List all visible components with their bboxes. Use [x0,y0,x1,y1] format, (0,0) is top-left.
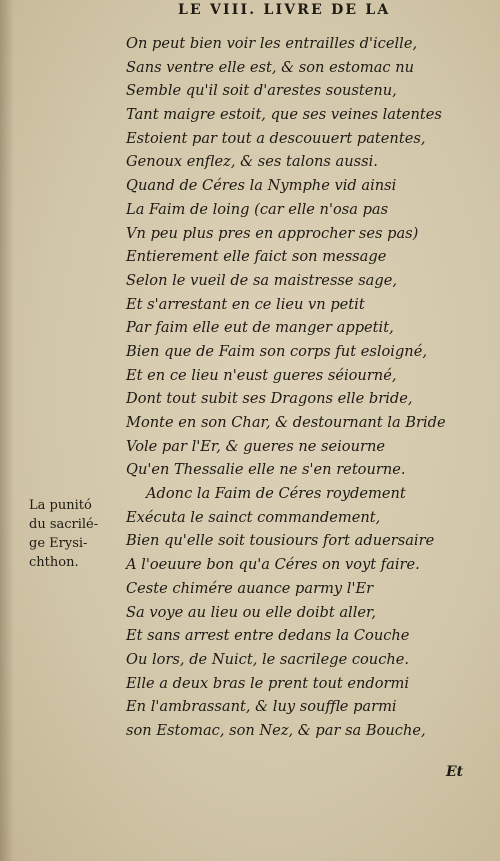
verse-line: son Estomac, son Nez, & par sa Bouche, [126,721,426,739]
verse-line: Sans ventre elle est, & son estomac nu [126,58,415,76]
verse-line: Selon le vueil de sa maistresse sage, [126,271,398,289]
verse-line: Elle a deux bras le prent tout endormi [126,674,409,692]
verse-line: Qu'en Thessalie elle ne s'en retourne. [126,461,406,479]
verse-line: Bien qu'elle soit tousiours fort aduersaire [126,532,435,550]
verse-line: Dont tout subit ses Dragons elle bride, [126,390,413,408]
verse-line: Et sans arrest entre dedans la Couche [126,627,410,645]
verse-line: Ceste chimére auance parmy l'Er [126,579,374,597]
verse-line: Et en ce lieu n'eust gueres séiourné, [126,366,397,384]
running-header: LE VIII. LIVRE DE LA [178,2,391,18]
verse-line: La Faim de loing (car elle n'osa pas [126,200,389,218]
verse-line: Monte en son Char, & destournant la Bride [126,414,446,431]
gutter-shadow [0,0,14,861]
margin-note [29,496,109,572]
verse-line: Adonc la Faim de Céres roydement [146,485,406,503]
verse-line: Tant maigre estoit, que ses veines latentes [126,106,442,124]
verse-line: Et s'arrestant en ce lieu vn petit [126,295,365,313]
verse-line: Par faim elle eut de manger appetit, [126,319,394,337]
verse-line: Ou lors, de Nuict, le sacrilege couche. [126,650,410,668]
verse-line: Semble qu'il soit d'arestes soustenu, [126,82,397,100]
verse-line: Vn peu plus pres en approcher ses pas) [126,224,419,242]
margin-note-line: chthon. [29,555,79,570]
verse-line: Entierement elle faict son message [126,248,387,266]
verse-line: Exécuta le sainct commandement, [126,508,381,526]
margin-note-line: ge Erysi- [29,536,88,551]
verse-line: A l'oeuure bon qu'a Céres on voyt faire. [126,556,420,574]
verse-line: Bien que de Faim son corps fut esloigné, [126,342,427,360]
margin-note-line: du sacrilé- [29,517,99,532]
verse-line: On peut bien voir les entrailles d'icelle, [126,35,418,52]
verse-block [126,32,476,743]
catchword: Et [446,764,464,780]
verse-line: Quand de Céres la Nymphe vid ainsi [126,177,397,195]
verse-line: Estoient par tout a descouuert patentes, [126,129,426,147]
verse-line: Genoux enflez, & ses talons aussi. [126,153,378,171]
verse-line: Vole par l'Er, & gueres ne seiourne [126,437,385,455]
verse-line: Sa voye au lieu ou elle doibt aller, [126,603,377,621]
margin-note-line: La punitó [29,498,92,513]
verse-line: En l'ambrassant, & luy souffle parmi [126,698,397,716]
